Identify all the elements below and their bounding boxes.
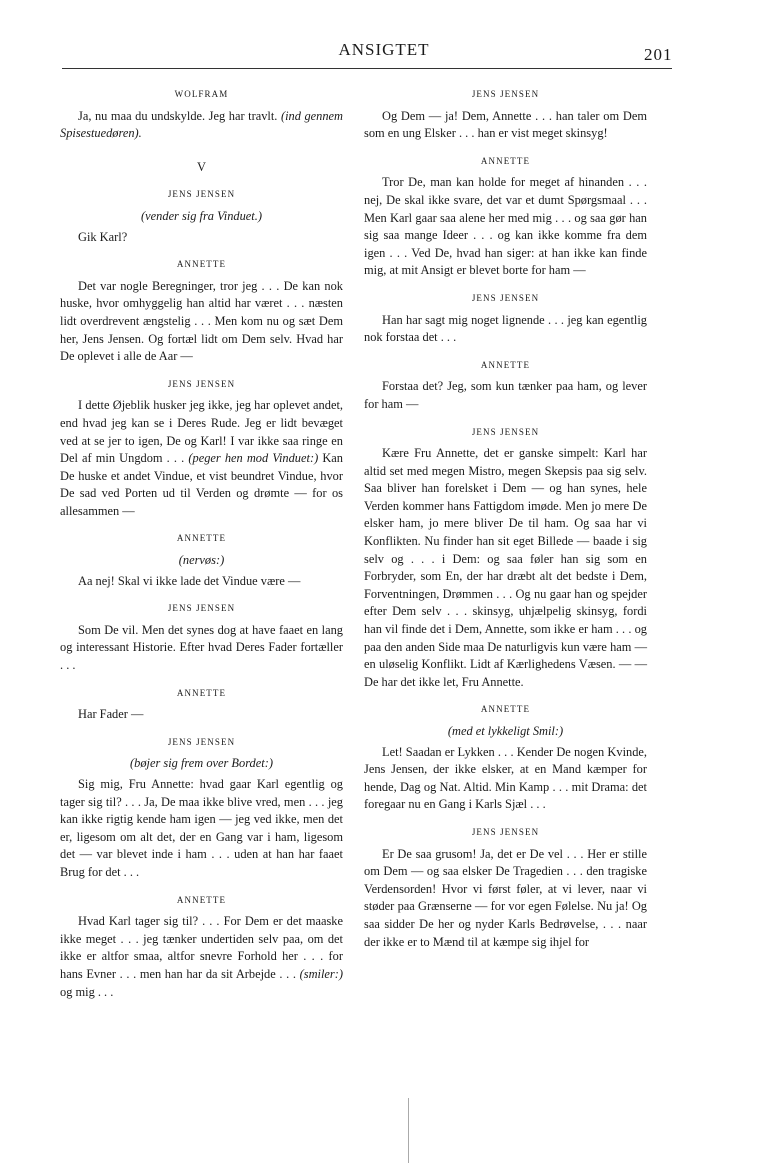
dialogue-paragraph — [364, 445, 647, 691]
stage-direction: (med et lykkeligt Smil:) — [447, 724, 564, 738]
dialogue-paragraph — [60, 706, 343, 724]
dialogue-text: Er De saa grusom! Ja, det er De vel . . . Her er stille om Dem — og saa elsker De Tragedien . . . den tragiske Verdensorden! Hvor vi først føler, at vi lever, naar vi støder paa Grænserne — for vor egen Følelse. Nu ja! Og saa sidder De her og nyder Karls Bedrøvelse, . . . naar der ikke er to Mænd til at kæmpe sig ihjel for — [364, 846, 647, 949]
speaker-name: ANNETTE — [176, 533, 227, 544]
dialogue-text: Hvad Karl tager sig til? . . . For Dem er det maaske ikke meget . . . jeg tænker undertiden selv paa, om det ikke er altfor smaa, altfor snevre Forhold her . . . for hans Evner . . . men han har da sit Arbejde . . . — [60, 914, 343, 981]
speaker-name: WOLFRAM — [174, 89, 229, 99]
dialogue-text: Har Fader — — [78, 707, 144, 722]
dialogue-paragraph — [60, 913, 343, 1001]
dialogue-text: I dette Øjeblik husker jeg ikke, jeg har oplevet andet, end hvad jeg kan se i Deres Rude. Jeg er lidt bevæget ved at se jer to igen, De og Karl! I var ikke saa ringe en Del af min Ungdom . . . — [60, 398, 343, 466]
speaker-name: JENS JENSEN — [471, 292, 540, 303]
speaker-name: ANNETTE — [480, 359, 531, 370]
stage-direction-inline: (ind gennem Spisestuedøren). — [60, 108, 343, 141]
dialogue-paragraph — [60, 108, 343, 143]
speaker-name: ANNETTE — [480, 155, 531, 166]
dialogue-paragraph — [60, 622, 343, 675]
dialogue-paragraph — [364, 174, 647, 280]
speaker-name: ANNETTE — [480, 704, 531, 715]
dialogue-text: Kære Fru Annette, det er ganske simpelt: Karl har altid set med megen Mistro, megen Skepsis paa sig selv. Saa bliver han forelsket i Dem — og han synes, hele Verden kommer hans Fattigdom imøde. Men jo mere De elsker ham, jo mere bliver De til ham. Og saa har vi Konflikten. Nu finder han sit eget Billede — baade i sig selv og . . . i Dem: og saa føler han sig som en Forbryder, som En, der har dræbt alt det bedste i Dem, Forventningen, Drømmen . . . Og nu gaar han og spejder efter Dem selv . . . skinsyg, uhjælpelig skinsyg, fordi han vil finde det i Dem, Annette, som ikke er ham . . . og paa den anden Side maa De naturligvis kun være ham — en uløselig Konflikt. Lidt af Kærlighedens Væsen. — — De har det ikke let, Fru Annette. — [364, 446, 647, 689]
page-number: 201 — [644, 45, 673, 64]
dialogue-paragraph — [60, 397, 343, 520]
dialogue-text: Tror De, man kan holde for meget af hinanden . . . nej, De skal ikke svare, det var et dumt Spørgsmaal . . . Men Karl gaar saa alene her med mig . . . og saa gør han sig saa mange Ideer . . . og kan ikke komme fra dem igen . . . Ved De, hvad han siger: at han ikke kan finde mig, at mit Ansigt er blevet borte for ham — — [364, 175, 647, 278]
stage-direction-inline: (peger hen mod Vinduet:) — [188, 451, 319, 466]
page-header — [0, 0, 768, 70]
speaker-name: ANNETTE — [176, 259, 227, 270]
dialogue-text: Forstaa det? Jeg, som kun tænker paa ham, og lever for ham — — [364, 379, 647, 411]
dialogue-text: Let! Saadan er Lykken . . . Kender De nogen Kvinde, Jens Jensen, der ikke elsker, at en Mand kæmper for hende, Dag og Nat. Altid. Min Kamp . . . mit Drama: det foregaar nu en Gang i Karls Sjæl . . . — [364, 744, 647, 812]
dialogue-paragraph — [60, 278, 343, 366]
dialogue-paragraph — [60, 573, 343, 591]
dialogue-text: Han har sagt mig noget lignende . . . jeg kan egentlig nok forstaa det . . . — [364, 312, 647, 345]
stage-direction-inline: (smiler:) — [299, 966, 343, 981]
dialogue-paragraph — [364, 744, 647, 814]
dialogue-paragraph — [60, 229, 343, 247]
speaker-name: ANNETTE — [176, 687, 227, 698]
dialogue-text: Det var nogle Beregninger, tror jeg . . . De kan nok huske, hvor omhyggelig han altid har været . . . næsten lidt overdrevent ængstelig . . . Men kom nu og sæt Dem her, Jens Jensen. Og fortæl lidt om Dem selv. Hvad har De oplevet i alle de Aar — — [60, 278, 343, 364]
speaker-name: JENS JENSEN — [471, 426, 540, 437]
stage-direction: (nervøs:) — [178, 553, 225, 568]
dialogue-text: Aa nej! Skal vi ikke lade det Vindue være — — [78, 573, 301, 588]
dialogue-paragraph — [364, 846, 647, 952]
stage-direction: (vender sig fra Vinduet.) — [141, 208, 262, 223]
dialogue-text: Og Dem — ja! Dem, Annette . . . han taler om Dem som en ung Elsker . . . han er vist meget skinsyg! — [364, 108, 647, 141]
dialogue-paragraph — [364, 378, 647, 413]
dialogue-text: Kan De huske et andet Vindue, et vist beundret Vindue, hvor De sad ved Porten ud til Verden og drømte — for os allesammen — — [60, 451, 343, 518]
left-column — [60, 86, 343, 1004]
speaker-name: JENS JENSEN — [167, 736, 236, 747]
running-title: ANSIGTET — [338, 40, 430, 59]
gutter-mark — [408, 1098, 409, 1163]
speaker-name: JENS JENSEN — [167, 378, 236, 389]
speaker-name: JENS JENSEN — [167, 189, 236, 200]
right-column — [364, 86, 647, 954]
dialogue-paragraph — [60, 776, 343, 882]
dialogue-text: Sig mig, Fru Annette: hvad gaar Karl egentlig og tager sig til? . . . Ja, De maa ikke blive vred, men . . . jeg kan ikke rigtig kende ham igen — jeg ved ikke, men det er, ligesom om alt det, der en Gang var i ham, ligesom det — var blevet inde i ham . . . uden at han har faaet Brug for det . . . — [60, 777, 343, 879]
dialogue-paragraph — [364, 312, 647, 347]
speaker-name: JENS JENSEN — [471, 89, 540, 99]
speaker-name: JENS JENSEN — [471, 826, 540, 837]
dialogue-text: og mig . . . — [60, 984, 114, 999]
scene-number: V — [197, 159, 206, 174]
dialogue-text: Som De vil. Men det synes dog at have faaet en lang og interessant Historie. Efter hvad Deres Fader fortæller . . . — [60, 622, 343, 673]
speaker-name: JENS JENSEN — [167, 603, 236, 614]
stage-direction: (bøjer sig frem over Bordet:) — [130, 756, 273, 771]
dialogue-paragraph — [364, 108, 647, 143]
dialogue-text: Gik Karl? — [78, 229, 128, 244]
dialogue-text: Ja, nu maa du undskylde. Jeg har travlt. — [78, 108, 278, 123]
header-rule — [62, 68, 672, 69]
speaker-name: ANNETTE — [176, 894, 227, 905]
